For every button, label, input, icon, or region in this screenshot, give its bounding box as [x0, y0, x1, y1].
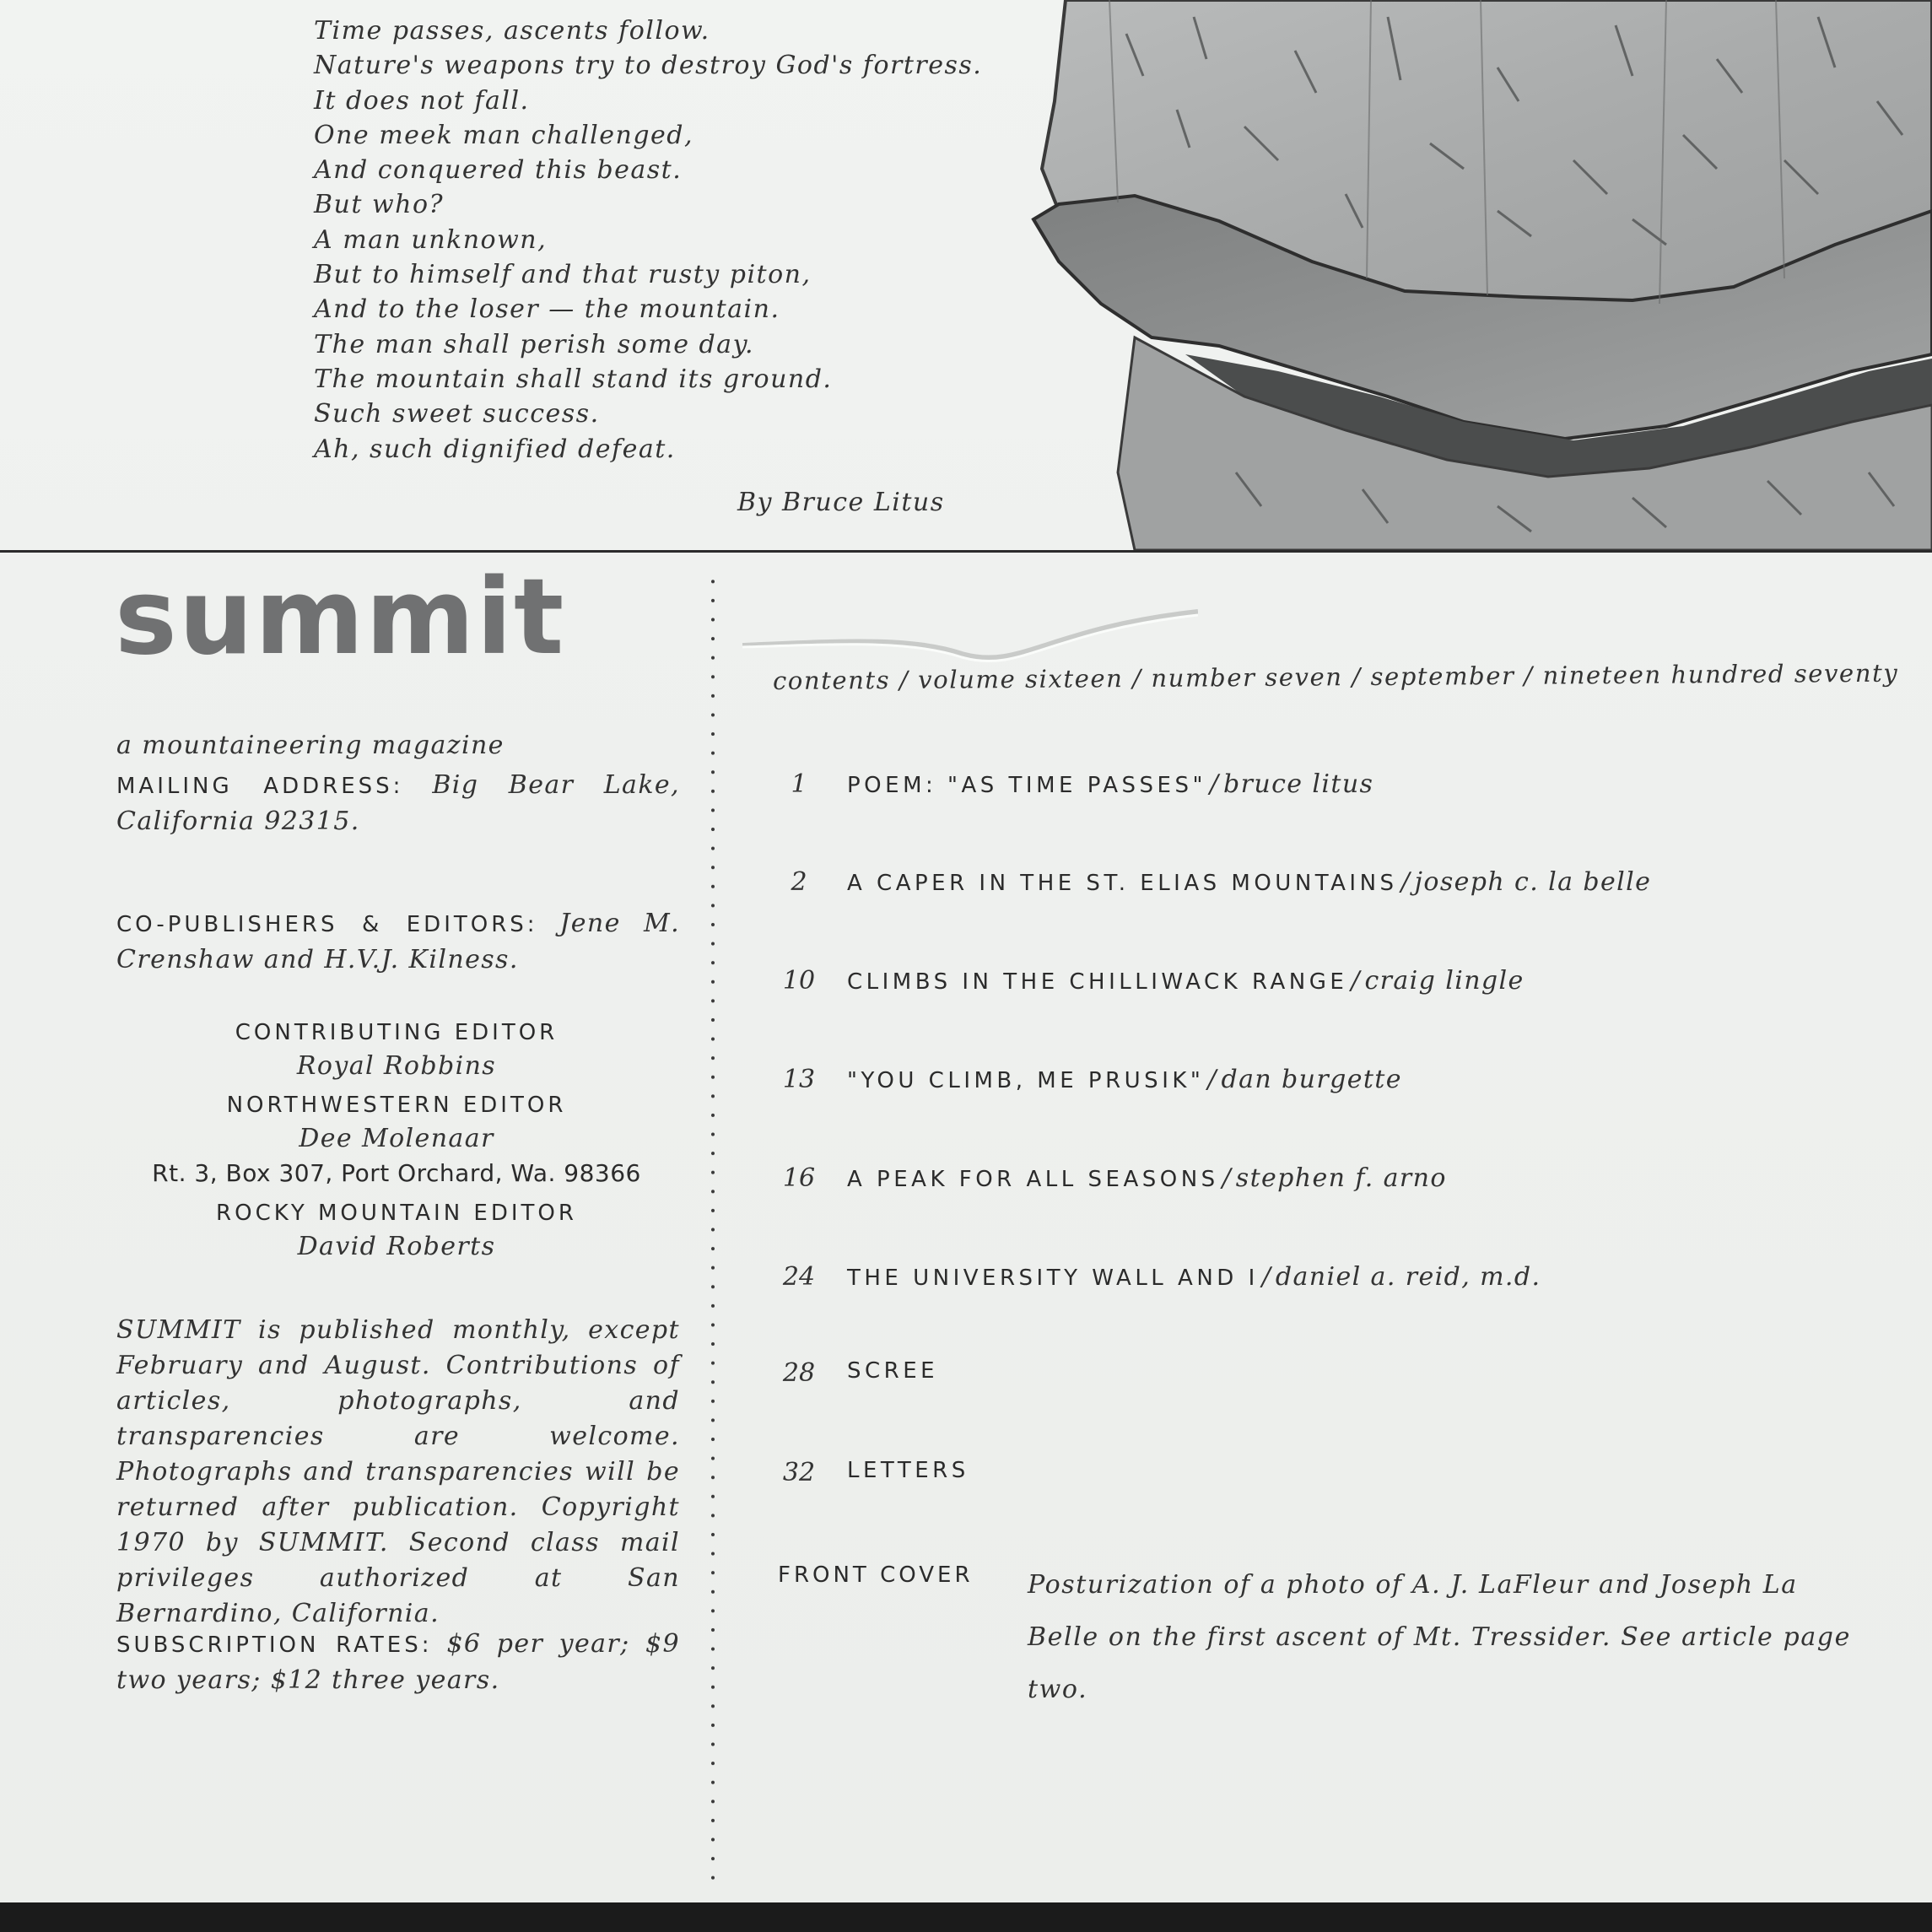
toc-separator: /	[1222, 1163, 1231, 1193]
poem-line: And to the loser — the mountain.	[314, 294, 780, 325]
front-cover-label: FRONT COVER	[778, 1562, 974, 1588]
toc-page: 1	[791, 769, 807, 799]
mailing-text: Big Bear Lake, California 92315.	[116, 770, 680, 836]
poem-line: Such sweet success.	[314, 399, 600, 429]
poem-line: Ah, such dignified defeat.	[314, 434, 676, 464]
toc-entry[interactable]	[774, 1458, 1905, 1500]
poem-line: Nature's weapons try to destroy God's fortress.	[314, 51, 983, 81]
toc-page: 28	[782, 1358, 816, 1388]
copublishers-text: Jene M. Crenshaw and H.V.J. Kilness.	[116, 909, 681, 974]
toc-author: daniel a. reid, m.d.	[1275, 1262, 1541, 1292]
northwestern-editor-address: Rt. 3, Box 307, Port Orchard, Wa. 98366	[152, 1159, 641, 1187]
toc-author: craig lingle	[1364, 966, 1525, 996]
subscription-text: $6 per year; $9 two years; $12 three years.	[116, 1629, 680, 1695]
copublishers-label: CO-PUBLISHERS & EDITORS:	[116, 912, 538, 937]
toc-title: POEM: "AS TIME PASSES" / bruce litus	[847, 769, 1374, 799]
toc-entry[interactable]	[774, 1163, 1905, 1206]
poem-line: One meek man challenged,	[314, 120, 694, 150]
toc-title: "YOU CLIMB, ME PRUSIK" / dan burgette	[847, 1065, 1402, 1094]
editors-block	[110, 1016, 683, 1264]
poem-line: But who?	[314, 190, 445, 220]
toc-entry[interactable]	[774, 966, 1905, 1008]
subscription-rates	[116, 1627, 680, 1698]
mailing-label: MAILING ADDRESS:	[116, 774, 404, 799]
toc-entry[interactable]	[774, 1358, 1905, 1400]
rocky-mountain-editor-label: ROCKY MOUNTAIN EDITOR	[216, 1201, 577, 1226]
toc-page: 2	[791, 867, 807, 897]
copublishers	[116, 906, 680, 978]
page-edge-shadow	[0, 1902, 1932, 1932]
northwestern-editor-label: NORTHWESTERN EDITOR	[226, 1093, 567, 1118]
summit-logo: summit	[115, 557, 566, 678]
toc-title: SCREE	[847, 1358, 939, 1384]
poem-line: It does not fall.	[314, 85, 530, 116]
toc-separator: /	[1207, 1065, 1217, 1094]
toc-page: 32	[782, 1458, 816, 1487]
toc-author: joseph c. la belle	[1414, 867, 1652, 897]
front-cover-text: Posturization of a photo of A. J. LaFleur and Joseph La Belle on the first ascent of Mt. Tressider. See article page two.	[1028, 1570, 1851, 1704]
toc-author: dan burgette	[1221, 1065, 1402, 1094]
poem	[314, 13, 1031, 467]
toc-entry[interactable]	[774, 867, 1905, 909]
toc-page: 16	[782, 1163, 816, 1193]
toc-title: CLIMBS IN THE CHILLIWACK RANGE / craig lingle	[847, 966, 1525, 996]
toc-page: 13	[782, 1065, 816, 1094]
poem-line: The man shall perish some day.	[314, 329, 755, 359]
contributing-editor-name: Royal Robbins	[296, 1051, 497, 1081]
tagline	[116, 731, 680, 760]
toc-title: LETTERS	[847, 1458, 969, 1483]
northwestern-editor-name: Dee Molenaar	[299, 1124, 494, 1153]
poem-line: And conquered this beast.	[314, 155, 683, 186]
tagline-text: a mountaineering magazine	[116, 731, 505, 760]
poem-line: But to himself and that rusty piton,	[314, 260, 812, 290]
contributing-editor-label: CONTRIBUTING EDITOR	[235, 1020, 559, 1045]
toc-separator: /	[1351, 966, 1360, 996]
section-rule	[0, 550, 1932, 553]
toc-author: bruce litus	[1223, 769, 1374, 799]
poem-line: Time passes, ascents follow.	[314, 16, 710, 46]
rocky-mountain-editor-name: David Roberts	[297, 1232, 496, 1261]
toc-title: THE UNIVERSITY WALL AND I / daniel a. reid, m.d.	[847, 1262, 1541, 1292]
toc-separator: /	[1209, 769, 1219, 799]
toc-separator: /	[1400, 867, 1410, 897]
subscription-label: SUBSCRIPTION RATES:	[116, 1632, 433, 1658]
poem-author: By Bruce Litus	[737, 488, 945, 517]
toc-page: 10	[782, 966, 816, 996]
toc-entry[interactable]	[774, 1262, 1905, 1304]
toc-entry[interactable]	[774, 1065, 1905, 1107]
contents-header: contents / volume sixteen / number seven / september / nineteen hundred seventy	[772, 658, 1899, 695]
publication-note: SUMMIT is published monthly, except February and August. Contributions of articles, photographs, and transparencies are welcome. Photographs and transparencies will be returned after publication. Copyright 1970 by SUMMIT. Second class mail privileges authorized at San Bernardino, California.	[116, 1315, 680, 1628]
toc-title: A CAPER IN THE ST. ELIAS MOUNTAINS / joseph c. la belle	[847, 867, 1652, 897]
toc-page: 24	[782, 1262, 816, 1292]
rock-illustration	[1025, 0, 1932, 550]
poem-line: A man unknown,	[314, 224, 548, 255]
toc-entry[interactable]	[774, 769, 1905, 812]
toc-author: stephen f. arno	[1235, 1163, 1447, 1193]
toc-separator: /	[1261, 1262, 1271, 1292]
mailing-address	[116, 768, 680, 839]
toc-title: A PEAK FOR ALL SEASONS / stephen f. arno	[847, 1163, 1447, 1193]
paper-crease	[742, 595, 1198, 671]
poem-line: The mountain shall stand its ground.	[314, 364, 833, 394]
dotted-divider	[711, 572, 715, 1884]
